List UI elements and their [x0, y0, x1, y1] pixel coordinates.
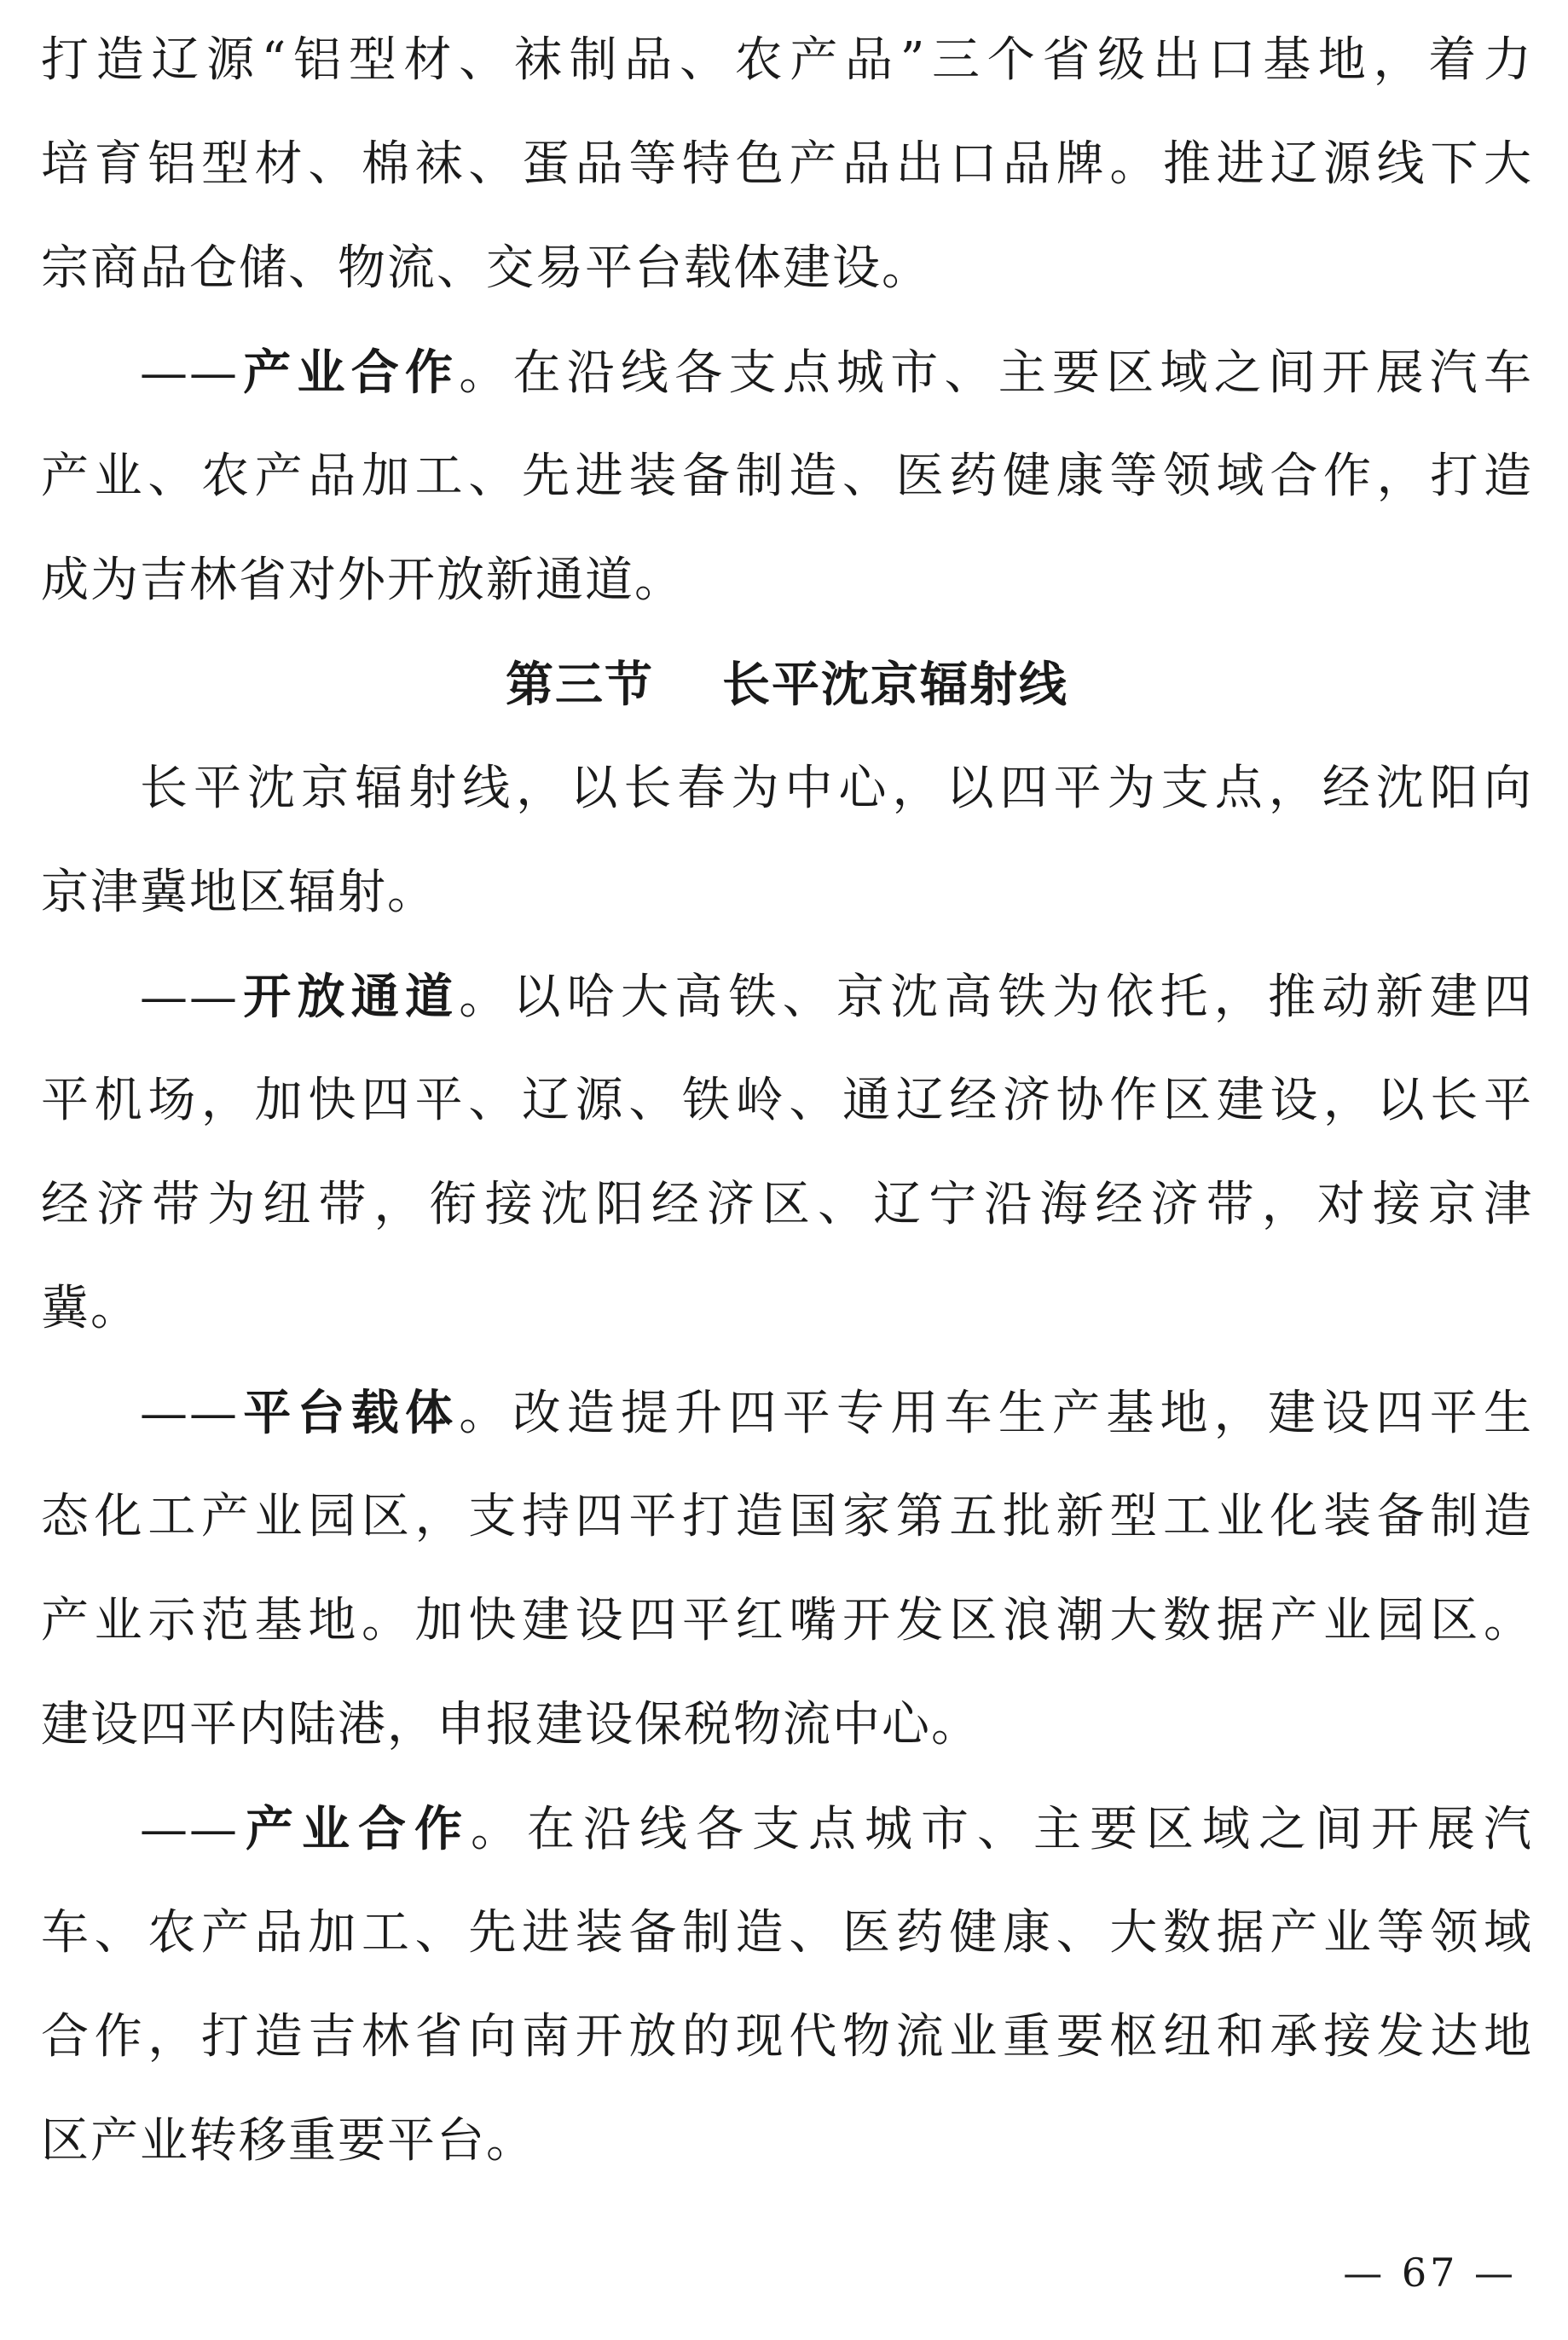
text-line: 区产业转移重要平台。 [41, 2113, 535, 2169]
page-number: — 67 — [1343, 2250, 1517, 2296]
text-line [41, 1361, 1533, 1465]
text-line: 建设四平内陆港，申报建设保税物流中心。 [41, 1697, 981, 1752]
text-line: 冀。 [41, 1281, 140, 1336]
paragraph-open-channel [41, 945, 1533, 1361]
paragraph-radiation-line-intro [41, 737, 1533, 945]
document-page [41, 9, 1533, 2193]
paragraph-export-bases [41, 9, 1533, 321]
text-line: 宗商品仓储、物流、交易平台载体建设。 [41, 240, 931, 296]
text-line: 京津冀地区辐射。 [41, 865, 437, 920]
bold-keyword: 开放通道 [239, 969, 460, 1025]
dash-lead: —— [140, 345, 239, 401]
text-line: 产业示范基地。加快建设四平红嘴开发区浪潮大数据产业园区。 [41, 1593, 1533, 1648]
text-line: 产业、农产品加工、先进装备制造、医药健康等领域合作，打造 [41, 449, 1533, 504]
text-run: 。以哈大高铁、京沈高铁为依托，推动新建四 [459, 970, 1533, 1025]
bold-keyword: 平台载体 [239, 1385, 460, 1441]
text-line: 平机场，加快四平、辽源、铁岭、通辽经济协作区建设，以长平 [41, 1073, 1533, 1128]
paragraph-industry-cooperation-2 [41, 1777, 1533, 2193]
text-line: 培育铝型材、棉袜、蛋品等特色产品出口品牌。推进辽源线下大 [41, 136, 1533, 192]
section-number: 第三节 [506, 657, 654, 713]
text-line: 车、农产品加工、先进装备制造、医药健康、大数据产业等领域 [41, 1905, 1533, 1961]
dash-lead: —— [140, 1802, 239, 1857]
text-line: 合作，打造吉林省向南开放的现代物流业重要枢纽和承接发达地 [41, 2009, 1533, 2065]
text-line: 长平沈京辐射线，以长春为中心，以四平为支点，经沈阳向 [140, 761, 1533, 816]
dash-lead: —— [140, 1386, 239, 1441]
section-heading [41, 633, 1533, 737]
text-run: 。改造提升四平专用车生产基地，建设四平生 [459, 1386, 1533, 1441]
text-line [41, 945, 1533, 1049]
dash-lead: —— [140, 970, 239, 1025]
paragraph-industry-cooperation-1 [41, 321, 1533, 633]
text-line: 成为吉林省对外开放新通道。 [41, 553, 684, 608]
text-line [41, 321, 1533, 425]
text-line [41, 1777, 1533, 1881]
bold-keyword: 产业合作 [239, 345, 460, 401]
bold-keyword: 产业合作 [239, 1801, 471, 1857]
section-title: 长平沈京辐射线 [722, 657, 1068, 713]
text-line: 经济带为纽带，衔接沈阳经济区、辽宁沿海经济带，对接京津 [41, 1177, 1533, 1232]
text-run: 。在沿线各支点城市、主要区域之间开展汽 [471, 1802, 1533, 1857]
text-line: 态化工产业园区，支持四平打造国家第五批新型工业化装备制造 [41, 1489, 1533, 1544]
text-line: 打造辽源“铝型材、袜制品、农产品”三个省级出口基地，着力 [41, 32, 1533, 88]
paragraph-platform-carrier [41, 1361, 1533, 1777]
text-run: 。在沿线各支点城市、主要区域之间开展汽车 [459, 345, 1533, 401]
